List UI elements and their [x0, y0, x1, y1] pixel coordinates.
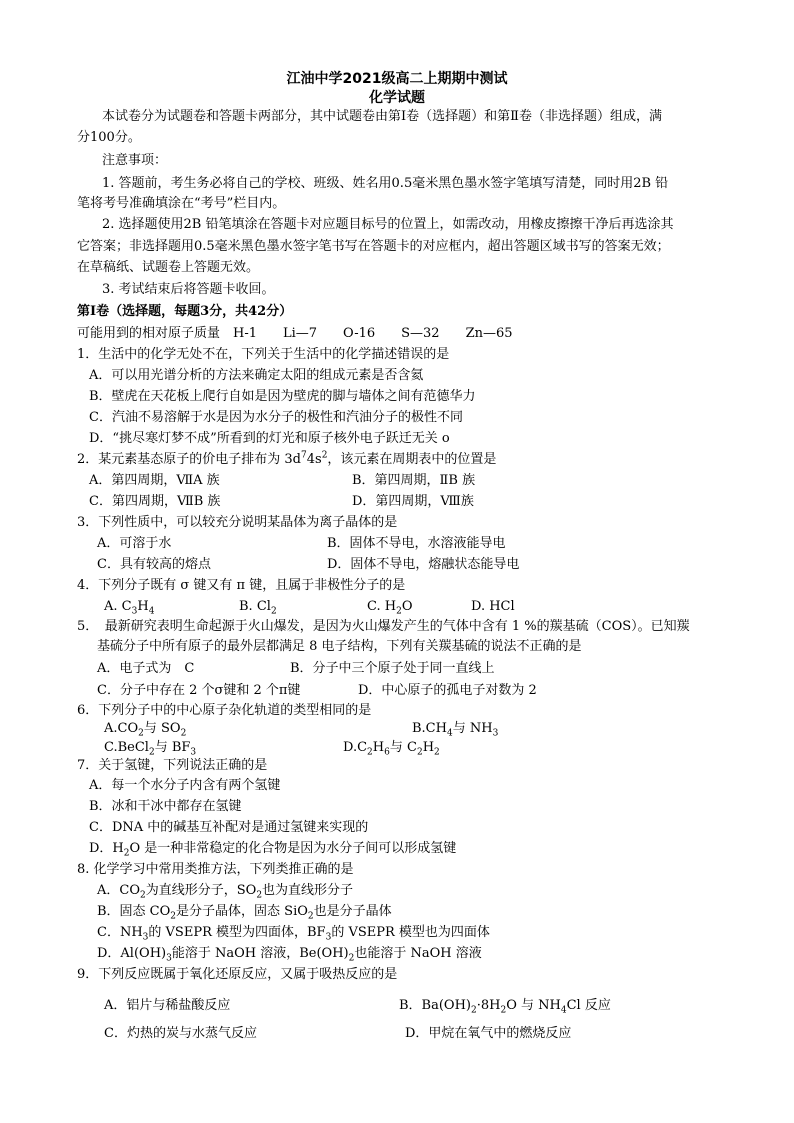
q3-option-b: B．固体不导电，水溶液能导电: [327, 536, 506, 551]
q3-option-d: D．固体不导电，熔融状态能导电: [327, 557, 520, 572]
q3-option-c: C．具有较高的熔点: [97, 557, 211, 572]
q1-option-d: D．“挑尽寒灯梦不成”所看到的灯光和原子核外电子跃迁无关 o: [89, 431, 450, 446]
q4-option-a: A. $C_3H_4$: [104, 599, 155, 617]
q5-stem-1: 5． 最新研究表明生命起源于火山爆发，是因为火山爆发产生的气体中含有 1 %的羰基硫（COS）。已知羰: [77, 619, 690, 634]
q1-option-b: B．壁虎在天花板上爬行自如是因为壁虎的脚与墙体之间有范德华力: [89, 389, 476, 404]
q5-option-a: A．电子式为 C: [97, 661, 195, 676]
q8-option-a: A．$CO_2$为直线形分子，$SO_2$也为直线形分子: [97, 883, 354, 901]
q4-stem: 4．下列分子既有 σ 键又有 π 键，且属于非极性分子的是: [77, 578, 406, 593]
q5-stem-2: 基硫分子中所有原子的最外层都满足 8 电子结构，下列有关羰基硫的说法不正确的是: [97, 639, 582, 654]
q2-option-d: D．第四周期，Ⅷ族: [352, 494, 474, 509]
q6-stem: 6．下列分子中的中心原子杂化轨道的类型相同的是: [77, 703, 372, 718]
q6-option-b: $B.CH_4$与 $NH_3$: [412, 721, 499, 739]
q9-stem: 9．下列反应既属于氧化还原反应，又属于吸热反应的是: [77, 967, 398, 982]
page-subtitle: 化学试题: [369, 90, 425, 106]
q3-option-a: A．可溶于水: [97, 536, 172, 551]
q1-option-a: A．可以用光谱分析的方法来确定太阳的组成元素是否含氦: [89, 368, 424, 383]
notice-3: 3. 考试结束后将答题卡收回。: [102, 282, 275, 297]
q9-option-d: D．甲烷在氧气中的燃烧反应: [405, 1026, 572, 1041]
q6-option-d: $D.C_2H_6$与 $C_2H_2$: [343, 740, 440, 758]
notice-2c: 在草稿纸、试题卷上答题无效。: [77, 260, 260, 275]
notice-label: 注意事项：: [102, 153, 168, 168]
q4-option-b: B. $Cl_2$: [239, 599, 277, 617]
q6-option-a: $A.CO_2$与 $SO_2$: [104, 721, 187, 739]
q4-option-d: D. HCl: [471, 599, 515, 614]
q9-option-c: C．灼热的炭与水蒸气反应: [104, 1026, 257, 1041]
q5-option-d: D．中心原子的孤电子对数为 2: [358, 683, 537, 698]
notice-2a: 2. 选择题使用2B 铅笔填涂在答题卡对应题目标号的位置上，如需改动，用橡皮擦擦干净后再选涂其: [102, 217, 674, 232]
q1-stem: 1．生活中的化学无处不在，下列关于生活中的化学描述错误的是: [77, 347, 450, 362]
q5-option-b: B．分子中三个原子处于同一直线上: [290, 661, 495, 676]
q8-option-b: B．固态 $CO_2$是分子晶体，固态 SiO$_2$也是分子晶体: [97, 904, 392, 922]
q4-option-c: C. $H_2O$: [367, 599, 413, 617]
notice-1b: 笔将考号准确填涂在“考号”栏目内。: [77, 196, 286, 211]
q8-option-d: D．$Al(OH)_3$能溶于 NaOH 溶液，$Be(OH)_2$也能溶于 NaOH 溶液: [97, 946, 482, 964]
q7-option-c: C．DNA 中的碱基互补配对是通过氢键来实现的: [89, 820, 369, 835]
q8-option-c: C．$NH_3$的 VSEPR 模型为四面体，$BF_3$的 VSEPR 模型也为四面体: [97, 925, 490, 943]
atomic-mass-line: 可能用到的相对原子质量 H-1 Li—7 O-16 S—32 Zn—65: [77, 326, 513, 341]
q7-option-b: B．冰和干冰中都存在氢键: [89, 799, 242, 814]
q2-option-b: B．第四周期，ⅡB 族: [352, 473, 476, 488]
q6-option-c: C.BeCl$_2$与 $BF_3$: [104, 740, 197, 758]
q2-stem: 2．某元素基态原子的价电子排布为 $3d^74s^2$，该元素在周期表中的位置是: [77, 450, 497, 467]
q7-stem: 7．关于氢键，下列说法正确的是: [77, 758, 268, 773]
q5-option-c: C．分子中存在 2 个σ键和 2 个π键: [97, 683, 301, 698]
q8-stem: 8. 化学学习中常用类推方法，下列类推正确的是: [77, 862, 354, 877]
q1-option-c: C．汽油不易溶解于水是因为水分子的极性和汽油分子的极性不同: [89, 410, 463, 425]
q3-stem: 3．下列性质中，可以较充分说明某晶体为离子晶体的是: [77, 515, 398, 530]
q9-option-a: A．铝片与稀盐酸反应: [104, 998, 231, 1013]
q2-option-a: A．第四周期，ⅦA 族: [89, 473, 220, 488]
q2-option-c: C．第四周期，ⅦB 族: [89, 494, 221, 509]
q9-option-b: B．$Ba(OH)_2\cdot 8H_2O$ 与 $NH_4Cl$ 反应: [399, 998, 611, 1016]
intro-line-2: 分100分。: [77, 130, 141, 145]
notice-2b: 它答案；非选择题用0.5毫米黑色墨水签字笔书写在答题卡的对应框内，超出答题区域书写的答案无效；: [77, 239, 670, 254]
intro-line-1: 本试卷分为试题卷和答题卡两部分，其中试题卷由第Ⅰ卷（选择题）和第Ⅱ卷（非选择题）组成，满: [102, 109, 662, 124]
notice-1a: 1. 答题前，考生务必将自己的学校、班级、姓名用0.5毫米黑色墨水签字笔填写清楚，同时用2B 铅: [102, 176, 669, 191]
q7-option-d: D．$H_2O$ 是一种非常稳定的化合物是因为水分子间可以形成氢键: [89, 841, 457, 859]
q7-option-a: A．每一个水分子内含有两个氢键: [89, 778, 281, 793]
section-1-title: 第Ⅰ卷（选择题，每题3分，共42分）: [77, 304, 293, 319]
page-title: 江油中学2021级高二上期期中测试: [286, 71, 508, 87]
